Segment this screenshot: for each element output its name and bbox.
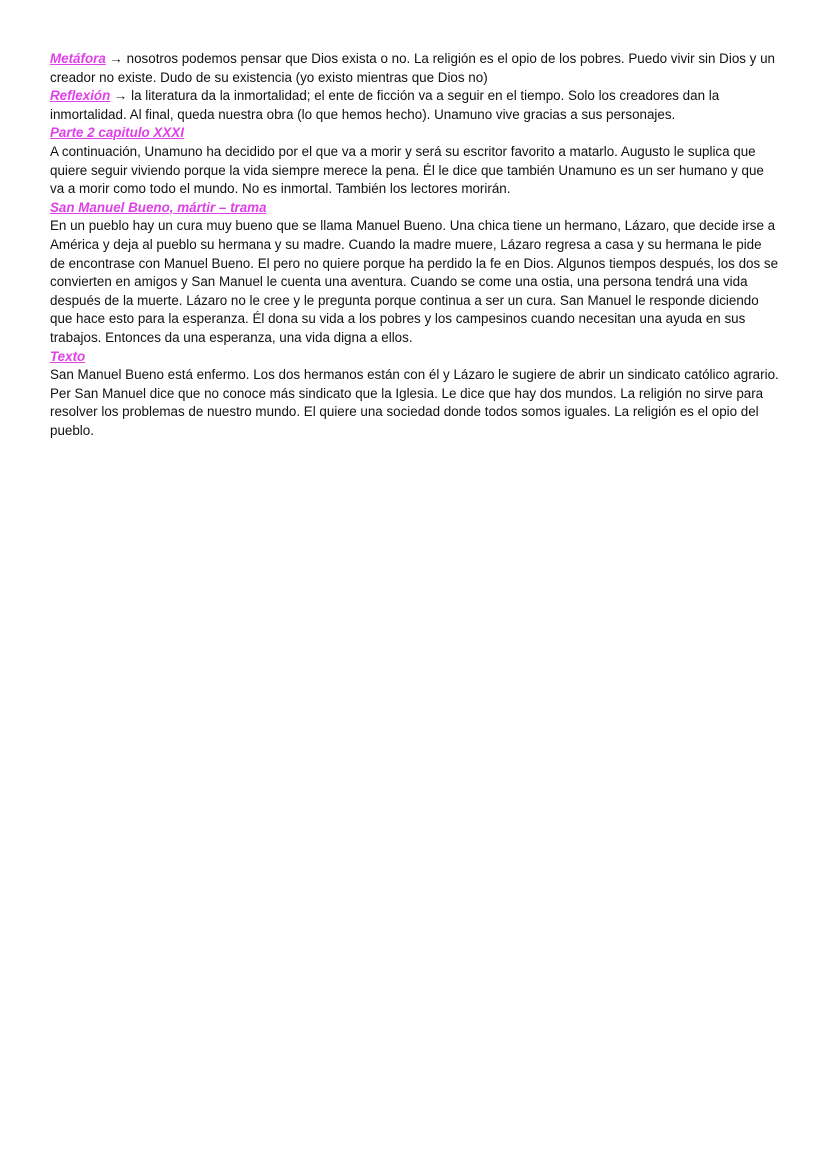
metafora-heading: Metáfora: [50, 51, 106, 66]
arrow-right-icon: →: [109, 51, 123, 66]
sanmanuel-heading: San Manuel Bueno, mártir – trama: [50, 199, 267, 215]
reflexion-paragraph: [50, 87, 780, 124]
texto-text: San Manuel Bueno está enfermo. Los dos hermanos están con él y Lázaro le sugiere de abrir un sindicato católico agrario. Per San Manuel dice que no conoce más sindicato que la Iglesia. Le dice que hay dos mundos. La religión no sirve para resolver los problemas de nuestro mundo. El quiere una sociedad donde todos somos iguales. La religión es el opio del pueblo.: [50, 367, 779, 438]
parte2-text: A continuación, Unamuno ha decidido por el que va a morir y será su escritor favorito a matarlo. Augusto le suplica que quiere seguir viviendo porque la vida siempre merece la pena. Él le dice que también Unamuno es un ser humano y que va a morir como todo el mundo. No es inmortal. También los lectores morirán.: [50, 143, 764, 197]
parte2-heading: Parte 2 capitulo XXXI: [50, 125, 184, 141]
reflexion-text: la literatura da la inmortalidad; el ente de ficción va a seguir en el tiempo. Solo los creadores dan la inmortalidad. Al final, queda nuestra obra (lo que hemos hecho). Unamuno vive gracias a sus personajes.: [50, 88, 720, 122]
document-page: [50, 50, 780, 440]
metafora-paragraph: [50, 50, 780, 87]
metafora-text: nosotros podemos pensar que Dios exista o no. La religión es el opio de los pobres. Puedo vivir sin Dios y un creador no existe. Dudo de su existencia (yo existo mientras que Dios no): [50, 51, 775, 85]
texto-heading: Texto: [50, 348, 86, 364]
sanmanuel-text: En un pueblo hay un cura muy bueno que se llama Manuel Bueno. Una chica tiene un hermano, Lázaro, que decide irse a América y deja al pueblo su hermana y su madre. Cuando la madre muere, Lázaro regresa a casa y su hermana le pide de encontrase con Manuel Bueno. El pero no quiere porque ha perdido la fe en Dios. Algunos tiempos después, los dos se convierten en amigos y San Manuel le cuenta una aventura. Cuando se come una ostia, una persona tendrá una vida después de la muerte. Lázaro no le cree y le pregunta porque continua a ser un cura. San Manuel le responde diciendo que hace esto para la esperanza. Él dona su vida a los pobres y los campesinos cuando necesitan una ayuda en sus trabajos. Entonces da una esperanza, una vida digna a ellos.: [50, 218, 779, 345]
reflexion-heading: Reflexión: [50, 88, 111, 104]
arrow-right-icon: →: [114, 88, 128, 104]
